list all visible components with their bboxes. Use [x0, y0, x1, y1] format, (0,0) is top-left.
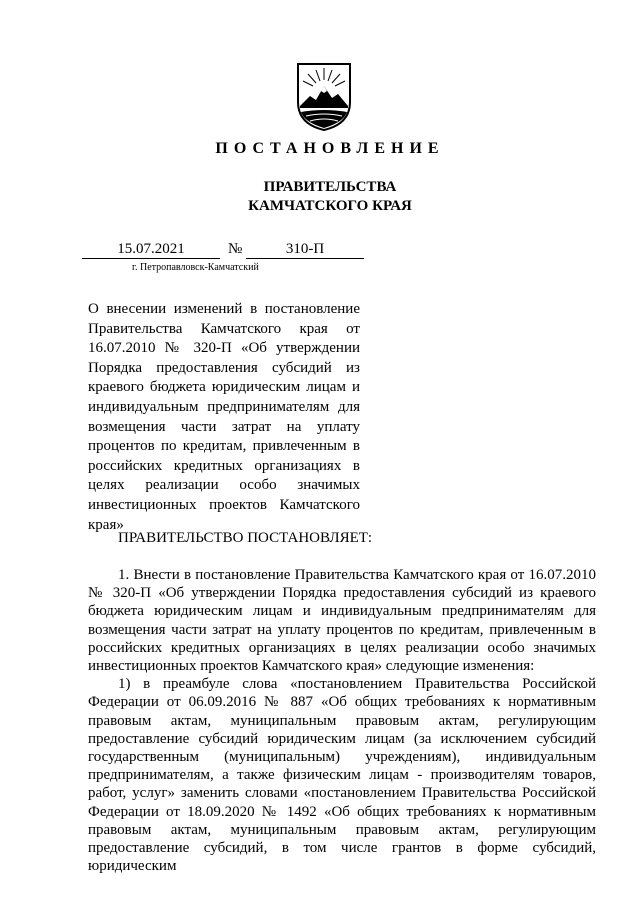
document-number: 310-П: [246, 240, 364, 259]
paragraph-2: 1) в преамбуле слова «постановлением Правительства Российской Федерации от 06.09.2016 № 887 «Об общих требованиях к нормативным правовым актам, муниципальным правовым актам, регулирующим предоставление субсидий юридическим лицам (за исключением субсидий государственным (муниципальным) учреждениям), индивидуальным предпринимателям, а также физическим лицам - производителям товаров, работ, услуг» заменить словами «постановлением Правительства Российской Федерации от 18.09.2020 № 1492 «Об общих требованиях к нормативным правовым актам, муниципальным правовым актам, регулирующим предоставление субсидий, в том числе грантов в форме субсидий, юридическим: [88, 676, 596, 875]
document-kind-title: ПОСТАНОВЛЕНИЕ: [215, 140, 445, 157]
kamchatka-emblem-icon: [296, 62, 352, 132]
issuer-line-1: ПРАВИТЕЛЬСТВА: [263, 179, 397, 195]
decree-statement: ПРАВИТЕЛЬСТВО ПОСТАНОВЛЯЕТ:: [118, 530, 373, 546]
issuer-block: [0, 178, 640, 216]
number-sign: №: [228, 241, 243, 257]
document-subject: О внесении изменений в постановление Правительства Камчатского края от 16.07.2010 № 320-П «Об утверждении Порядка предоставления субсидий из краевого бюджета юридическим лицам и индивидуальным предпринимателям для возмещения части затрат на уплату процентов по кредитам, привлеченным в российских кредитных организациях в целях реализации особо значимых инвестиционных проектов Камчатского края»: [88, 301, 360, 533]
paragraph-1: 1. Внести в постановление Правительства Камчатского края от 16.07.2010 № 320-П «Об утверждении Порядка предоставления субсидий из краевого бюджета юридическим лицам и индивидуальным предпринимателям для возмещения части затрат на уплату процентов по кредитам, привлеченным в российских кредитных организациях в целях реализации особо значимых инвестиционных проектов Камчатского края» следующие изменения:: [88, 567, 596, 675]
document-body: [88, 566, 596, 875]
issuer-line-2: КАМЧАТСКОГО КРАЯ: [248, 198, 412, 214]
document-date: 15.07.2021: [82, 240, 220, 259]
document-city: г. Петропавловск-Камчатский: [132, 262, 259, 273]
